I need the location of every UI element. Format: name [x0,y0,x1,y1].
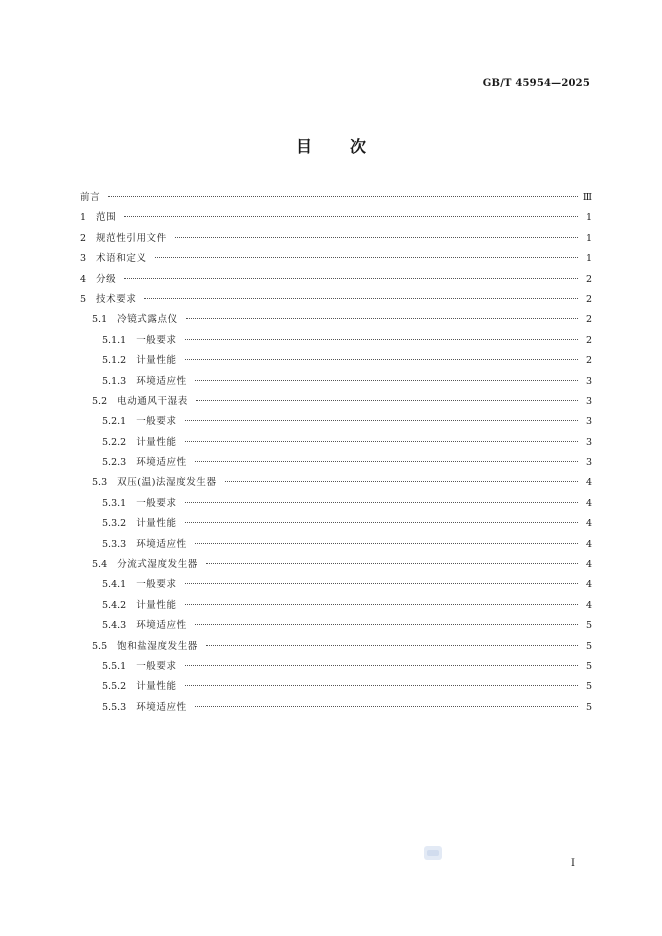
toc-entry[interactable] [80,271,592,291]
toc-entry-number: 5.5.3 [102,701,127,713]
toc-entry[interactable] [80,332,592,352]
toc-entry[interactable] [80,556,592,576]
toc-entry-number: 5 [80,293,87,305]
toc-dot-leader [206,645,578,646]
toc-entry[interactable] [80,352,592,372]
toc-entry-number: 5.2 [92,395,108,407]
toc-entry-page: 4 [585,477,592,489]
toc-entry-number: 5.1 [92,314,108,326]
toc-dot-leader [195,380,578,381]
toc-entry-number: 5.3 [92,477,108,489]
toc-entry-page: 5 [585,620,592,632]
toc-entry-page: 5 [585,640,592,652]
toc-entry-number: 2 [80,232,87,244]
toc-dot-leader [195,461,578,462]
toc-entry-title: 一般要求 [136,660,177,672]
toc-entry-number: 5.3.3 [102,538,127,550]
toc-entry-number: 5.5 [92,640,108,652]
toc-dot-leader [206,563,578,564]
toc-entry-number: 5.4.1 [102,579,127,591]
toc-entry-title: 计量性能 [136,355,177,367]
table-of-contents [80,189,592,719]
toc-dot-leader [185,359,578,360]
toc-entry[interactable] [80,311,592,331]
toc-entry-page: 4 [585,518,592,530]
toc-entry-title: 计量性能 [136,436,177,448]
toc-entry-title: 环境适应性 [136,457,187,469]
toc-dot-leader [155,257,578,258]
toc-dot-leader [196,400,578,401]
toc-dot-leader [185,339,578,340]
toc-dot-leader [124,278,578,279]
toc-entry-page: 3 [585,375,592,387]
toc-dot-leader [185,522,578,523]
toc-entry[interactable] [80,638,592,658]
toc-entry-title: 规范性引用文件 [96,232,167,244]
toc-dot-leader [144,298,578,299]
toc-entry[interactable] [80,189,592,209]
toc-entry-page: 4 [585,599,592,611]
toc-entry[interactable] [80,393,592,413]
watermark-logo-mark [427,850,439,856]
toc-entry[interactable] [80,597,592,617]
toc-dot-leader [195,543,578,544]
toc-entry-page: 5 [585,701,592,713]
toc-entry-number: 5.2.1 [102,416,127,428]
toc-entry-page: 2 [585,293,592,305]
toc-entry-page: 2 [585,314,592,326]
toc-entry-number: 5.4.3 [102,620,127,632]
toc-entry[interactable] [80,536,592,556]
toc-entry[interactable] [80,454,592,474]
toc-entry-title: 环境适应性 [136,538,187,550]
toc-entry-title: 一般要求 [136,334,177,346]
toc-dot-leader [185,604,578,605]
toc-entry-title: 双压(温)法湿度发生器 [117,477,217,489]
toc-entry-title: 计量性能 [136,681,177,693]
toc-dot-leader [175,237,578,238]
toc-entry-page: 3 [585,416,592,428]
toc-entry-title: 冷镜式露点仪 [117,314,178,326]
toc-entry-title: 分级 [96,273,117,285]
toc-entry-page: 4 [585,559,592,571]
toc-dot-leader [225,481,578,482]
toc-entry-number: 5.1.3 [102,375,127,387]
toc-entry[interactable] [80,474,592,494]
toc-entry-title: 范围 [96,212,117,224]
toc-entry-page: 5 [585,660,592,672]
toc-dot-leader [124,216,578,217]
toc-entry-title: 一般要求 [136,579,177,591]
toc-entry-title: 技术要求 [96,293,137,305]
toc-entry[interactable] [80,617,592,637]
toc-entry-title: 环境适应性 [136,620,187,632]
toc-entry-page: 2 [585,334,592,346]
toc-entry-page: 1 [585,212,592,224]
toc-dot-leader [108,196,578,197]
toc-entry-title: 计量性能 [136,599,177,611]
toc-entry-number: 5.2.2 [102,436,127,448]
toc-entry[interactable] [80,495,592,515]
toc-entry-title: 术语和定义 [96,253,147,265]
toc-entry-page: 1 [585,253,592,265]
toc-entry-number: 5.4 [92,559,108,571]
toc-entry-page: 4 [585,538,592,550]
toc-dot-leader [195,706,578,707]
toc-entry[interactable] [80,250,592,270]
toc-entry[interactable] [80,291,592,311]
toc-dot-leader [185,441,578,442]
toc-dot-leader [185,420,578,421]
watermark-logo [424,846,442,860]
toc-entry-number: 5.1.2 [102,355,127,367]
toc-entry-title: 饱和盐湿度发生器 [117,640,198,652]
toc-entry[interactable] [80,413,592,433]
toc-entry-number: 5.3.1 [102,497,127,509]
toc-entry-page: 4 [585,579,592,591]
toc-entry-number: 5.2.3 [102,457,127,469]
toc-entry-number: 5.5.2 [102,681,127,693]
toc-entry[interactable] [80,434,592,454]
toc-entry-page: 3 [585,395,592,407]
toc-entry-page: 3 [585,457,592,469]
toc-entry[interactable] [80,658,592,678]
standard-code: GB/T 45954—2025 [482,78,590,89]
toc-entry-title: 电动通风干湿表 [117,395,188,407]
page-title: 目次 [295,137,404,156]
toc-entry-title: 环境适应性 [136,375,187,387]
toc-entry-page: 3 [585,436,592,448]
toc-entry-title: 环境适应性 [136,701,187,713]
toc-entry[interactable] [80,373,592,393]
toc-entry-page: 4 [585,497,592,509]
toc-entry-title: 前言 [80,192,101,203]
toc-entry-page: 5 [585,681,592,693]
toc-entry-number: 5.3.2 [102,518,127,530]
toc-entry-number: 3 [80,253,87,265]
toc-entry[interactable] [80,515,592,535]
toc-entry[interactable] [80,230,592,250]
toc-entry-number: 5.1.1 [102,334,127,346]
toc-entry-page: 1 [585,232,592,244]
toc-dot-leader [195,624,578,625]
toc-dot-leader [186,318,578,319]
toc-entry-title: 计量性能 [136,518,177,530]
toc-entry-page: 2 [585,273,592,285]
toc-entry[interactable] [80,678,592,698]
toc-entry-number: 1 [80,212,87,224]
toc-entry-number: 5.5.1 [102,660,127,672]
toc-entry-title: 一般要求 [136,497,177,509]
toc-entry[interactable] [80,699,592,719]
toc-dot-leader [185,502,578,503]
toc-entry-number: 4 [80,273,87,285]
toc-dot-leader [185,665,578,666]
toc-entry[interactable] [80,576,592,596]
toc-entry-number: 5.4.2 [102,599,127,611]
toc-entry-title: 分流式湿度发生器 [117,559,198,571]
toc-entry-title: 一般要求 [136,416,177,428]
toc-dot-leader [185,583,578,584]
toc-entry[interactable] [80,209,592,229]
page-number: I [571,858,575,869]
toc-entry-page: Ⅲ [582,192,592,203]
toc-entry-page: 2 [585,355,592,367]
toc-dot-leader [185,685,578,686]
